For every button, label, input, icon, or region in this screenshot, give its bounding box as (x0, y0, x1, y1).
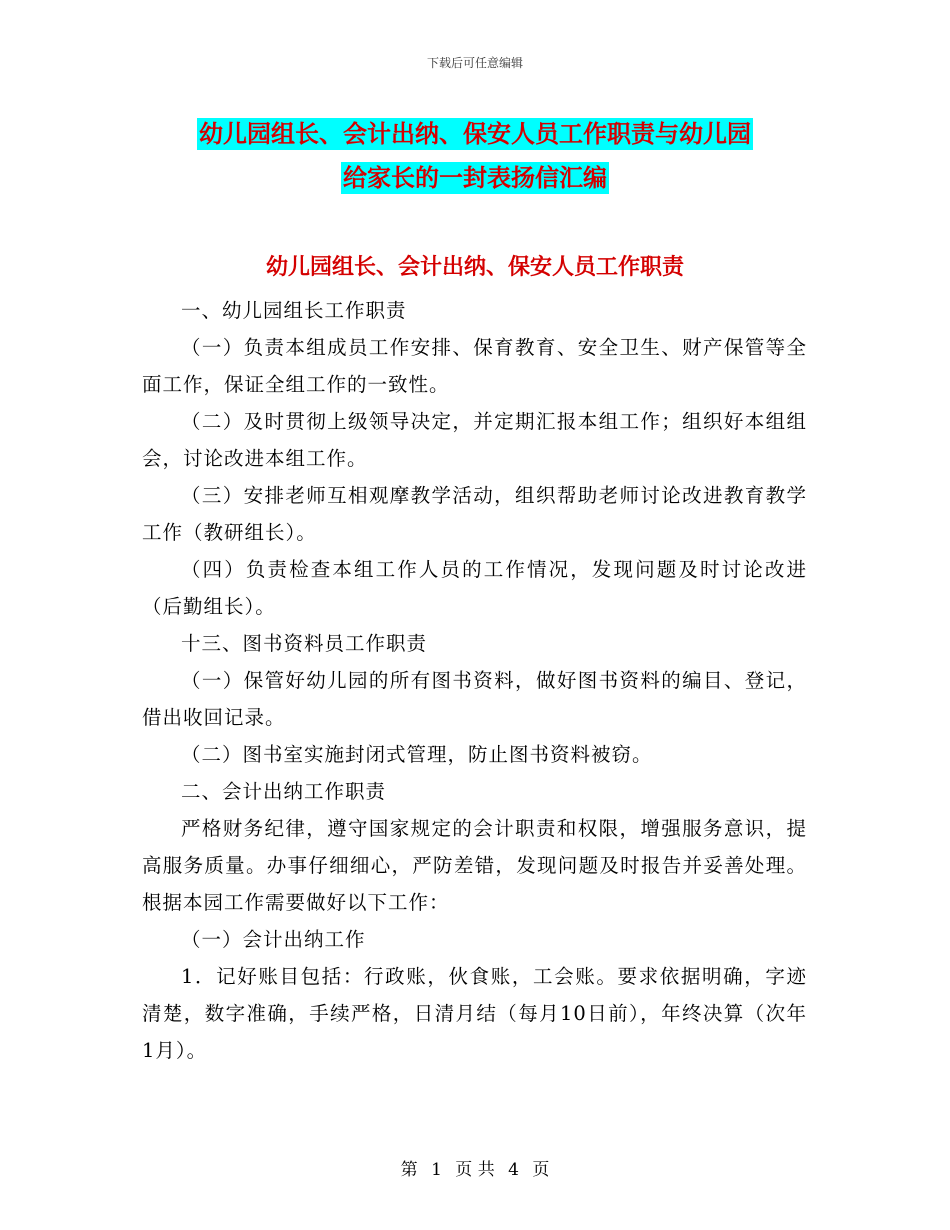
footer-prefix: 第 (400, 1160, 418, 1180)
title-highlight-1: 幼儿园组长、会计出纳、保安人员工作职责与幼儿园 (199, 120, 751, 148)
paragraph: 二、会计出纳工作职责 (181, 780, 387, 803)
document-body (142, 292, 807, 1069)
paragraph: （二）及时贯彻上级领导决定，并定期汇报本组工作；组织好本组组会，讨论改进本组工作。 (142, 410, 807, 470)
paragraph: （一）会计出纳工作 (181, 928, 366, 951)
paragraph: 严格财务纪律，遵守国家规定的会计职责和权限，增强服务意识，提高服务质量。办事仔细细心，严防差错，发现问题及时报告并妥善处理。根据本园工作需要做好以下工作： (142, 817, 807, 914)
page-header-note: 下载后可任意编辑 (426, 56, 523, 70)
paragraph: 1．记好账目包括：行政账，伙食账，工会账。要求依据明确，字迹清楚，数字准确，手续严格，日清月结（每月10日前），年终决算（次年1月）。 (142, 965, 807, 1062)
title-highlight-2: 给家长的一封表扬信汇编 (343, 164, 607, 192)
paragraph: （四）负责检查本组工作人员的工作情况，发现问题及时讨论改进（后勤组长）。 (142, 558, 807, 618)
paragraph: （一）负责本组成员工作安排、保育教育、安全卫生、财产保管等全面工作，保证全组工作的一致性。 (142, 336, 807, 396)
footer-suffix: 页 (532, 1160, 550, 1180)
document-title-line-1 (0, 114, 950, 149)
footer-page-total: 4 (508, 1160, 519, 1180)
footer-page-number: 1 (431, 1160, 442, 1180)
page-footer (0, 1155, 950, 1180)
paragraph: （三）安排老师互相观摩教学活动，组织帮助老师讨论改进教育教学工作（教研组长）。 (142, 484, 807, 544)
paragraph: （一）保管好幼儿园的所有图书资料，做好图书资料的编目、登记，借出收回记录。 (142, 669, 807, 729)
paragraph: 十三、图书资料员工作职责 (181, 632, 428, 655)
section-title: 幼儿园组长、会计出纳、保安人员工作职责 (265, 255, 684, 280)
footer-mid: 页 共 (455, 1160, 495, 1180)
paragraph: （二）图书室实施封闭式管理，防止图书资料被窃。 (181, 743, 653, 766)
paragraph: 一、幼儿园组长工作职责 (181, 299, 407, 322)
document-title-line-2 (0, 158, 950, 193)
